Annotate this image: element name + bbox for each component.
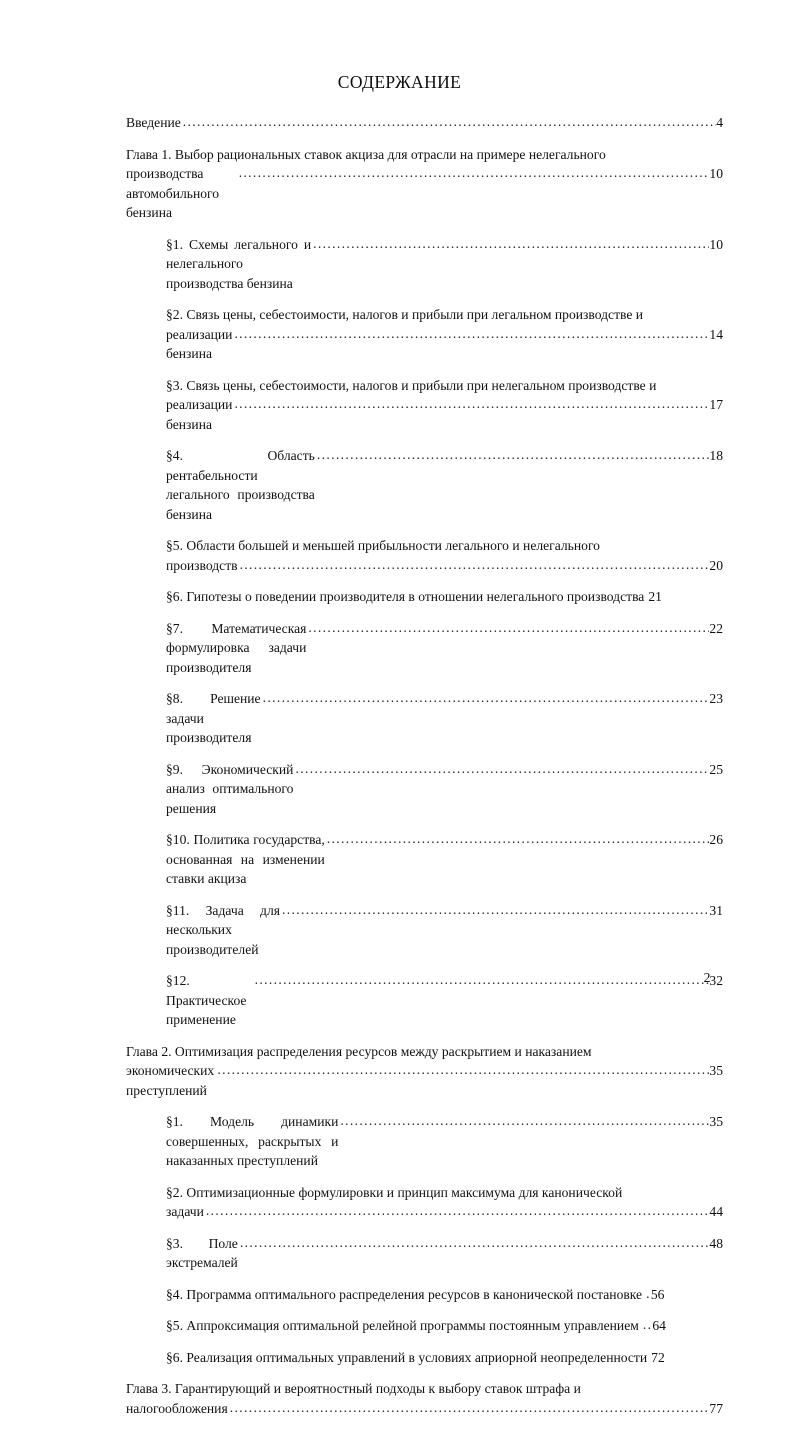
toc-entry[interactable] xyxy=(166,587,723,607)
toc-page-number: 77 xyxy=(709,1400,723,1416)
page-title: СОДЕРЖАНИЕ xyxy=(337,72,462,92)
toc-entry-title-line: Глава 2. Оптимизация распределения ресурсов между раскрытием и наказанием xyxy=(126,1043,592,1059)
toc-page-number: 17 xyxy=(709,397,723,412)
toc-dot-leader xyxy=(327,829,710,849)
toc-page-number: 23 xyxy=(709,691,723,706)
page-number: 2 xyxy=(703,970,711,985)
toc-entry[interactable] xyxy=(126,145,723,223)
toc-entry[interactable] xyxy=(166,1234,723,1273)
toc-dot-leader xyxy=(646,1284,651,1304)
toc-entry-title: Введение xyxy=(126,115,181,130)
toc-entry-title-line: §5. Области большей и меньшей прибыльности легального и нелегального xyxy=(166,538,600,553)
toc-entry[interactable] xyxy=(166,901,723,960)
toc-entry-title: §7. Математическая формулировка задачи производителя xyxy=(166,620,307,675)
toc-entry-title: §3. Поле экстремалей xyxy=(166,1235,238,1270)
toc-page-number: 64 xyxy=(652,1318,666,1333)
toc-entry[interactable] xyxy=(126,113,723,133)
toc-dot-leader xyxy=(317,445,710,465)
toc-entry-title: производств xyxy=(166,557,238,573)
toc-entry-title-line: Глава 3. Гарантирующий и вероятностный подходы к выбору ставок штрафа и xyxy=(126,1381,581,1396)
toc-entry-title: §1. Модель динамики совершенных, раскрытых и наказанных преступлений xyxy=(166,1114,339,1168)
toc-entry[interactable] xyxy=(166,1316,723,1336)
toc-dot-leader xyxy=(313,234,709,254)
toc-page-number: 32 xyxy=(709,973,723,988)
toc-entry-title: §12. Практическое применение xyxy=(166,973,247,1027)
toc-entry-title: §6. Гипотезы о поведении производителя в отношении нелегального производства xyxy=(166,589,645,604)
toc-page-number: 4 xyxy=(716,115,723,130)
toc-dot-leader xyxy=(234,324,709,344)
toc-entry[interactable] xyxy=(166,760,723,819)
toc-page-number: 48 xyxy=(709,1235,723,1251)
toc-page-number: 56 xyxy=(650,1286,665,1302)
toc-dot-leader xyxy=(230,1398,710,1418)
toc-entry-title: §8. Решение задачи производителя xyxy=(166,691,261,745)
toc-entry-title-line: §2. Связь цены, себестоимости, налогов и прибыли при легальном производстве и xyxy=(166,307,644,322)
toc-dot-leader xyxy=(240,555,710,575)
toc-entry-title: §1. Схемы легального и нелегального производства бензина xyxy=(166,236,312,291)
toc-page-number: 72 xyxy=(651,1349,665,1365)
toc-page-number: 18 xyxy=(709,448,723,463)
toc-entry[interactable] xyxy=(126,1379,723,1418)
toc-page-number: 22 xyxy=(709,620,723,636)
toc-dot-leader xyxy=(206,1201,709,1221)
toc-entry[interactable] xyxy=(166,1112,723,1171)
toc-page-number: 21 xyxy=(648,589,662,604)
toc-dot-leader xyxy=(263,688,710,708)
toc-entry[interactable] xyxy=(166,689,723,748)
toc-page-number: 10 xyxy=(709,236,723,252)
toc-page-number: 14 xyxy=(709,326,723,342)
toc-page-number: 25 xyxy=(709,761,723,777)
toc-entry[interactable] xyxy=(126,1042,723,1101)
toc-dot-leader xyxy=(282,900,709,920)
toc-entry[interactable] xyxy=(166,305,723,364)
toc-entry-title: §9. Экономический анализ оптимального решения xyxy=(166,761,294,816)
toc-page-number: 44 xyxy=(709,1204,723,1219)
toc-entry[interactable] xyxy=(166,446,723,524)
toc-entry[interactable] xyxy=(166,235,723,294)
toc-entry-title-line: Глава 1. Выбор рациональных ставок акциза для отрасли на примере нелегального xyxy=(126,146,606,162)
toc-dot-leader xyxy=(239,163,710,183)
toc-dot-leader xyxy=(234,394,709,414)
toc-entry[interactable] xyxy=(166,1183,723,1222)
toc-entry-title: §6. Реализация оптимальных управлений в условиях априорной неопределенности xyxy=(166,1349,648,1365)
toc-entry[interactable] xyxy=(166,376,723,435)
toc-dot-leader xyxy=(295,759,709,779)
toc-entry-title: налогообложения xyxy=(126,1400,228,1416)
toc-entry[interactable] xyxy=(166,1285,723,1305)
toc-entry-title: реализации бензина xyxy=(166,397,233,432)
toc-entry-title: §10. Политика государства, основанная на изменении ставки акциза xyxy=(166,832,325,886)
toc-entry-title: задачи xyxy=(166,1204,204,1219)
toc-entry-title: экономических преступлений xyxy=(126,1063,215,1098)
toc-entry[interactable] xyxy=(166,830,723,889)
toc-page-number: 35 xyxy=(709,1063,723,1078)
toc-dot-leader xyxy=(340,1111,709,1131)
toc-page-number: 35 xyxy=(709,1114,723,1129)
toc-entry-title: §4. Область рентабельности легального производства бензина xyxy=(166,448,315,522)
toc-entry-title: реализации бензина xyxy=(166,326,233,361)
toc-dot-leader xyxy=(308,618,709,638)
toc-entry-title: §4. Программа оптимального распределения ресурсов в канонической постановке xyxy=(166,1286,643,1302)
toc-dot-leader xyxy=(643,1315,653,1335)
toc-entry[interactable] xyxy=(166,1348,723,1368)
toc-dot-leader xyxy=(240,1233,710,1253)
toc-entry-title: производства автомобильного бензина xyxy=(126,166,220,220)
toc-entry-title: §5. Аппроксимация оптимальной релейной программы постоянным управлением xyxy=(166,1318,639,1333)
toc-page-number: 20 xyxy=(709,557,723,573)
toc-entry-title-line: §2. Оптимизационные формулировки и принцип максимума для канонической xyxy=(166,1184,623,1200)
toc-entry-title-line: §3. Связь цены, себестоимости, налогов и прибыли при нелегальном производстве и xyxy=(166,377,657,393)
toc-entry-title: §11. Задача для нескольких производителей xyxy=(166,902,281,957)
toc-entry[interactable] xyxy=(166,536,723,575)
toc-page-number: 31 xyxy=(709,902,723,918)
toc-dot-leader xyxy=(217,1060,709,1080)
table-of-contents xyxy=(126,113,723,1430)
toc-entry[interactable] xyxy=(166,619,723,678)
toc-dot-leader xyxy=(183,112,716,132)
toc-page-number: 26 xyxy=(709,832,723,847)
toc-page-number: 10 xyxy=(709,166,723,181)
